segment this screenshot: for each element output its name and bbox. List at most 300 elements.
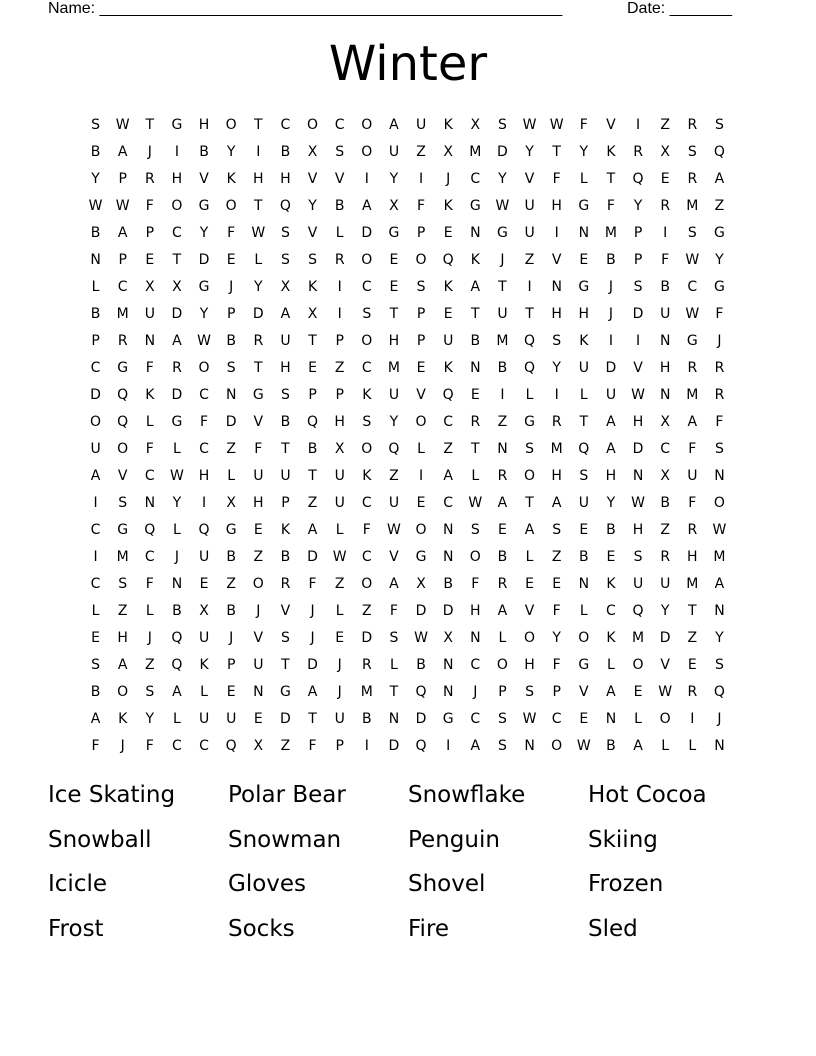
grid-letter: D xyxy=(632,441,644,457)
grid-letter: I xyxy=(93,549,98,565)
grid-letter: F xyxy=(606,198,615,214)
grid-letter: O xyxy=(713,495,725,511)
grid-letter: P xyxy=(118,171,127,187)
grid-letter: W xyxy=(414,630,428,646)
grid-letter: X xyxy=(253,738,264,754)
grid-letter: B xyxy=(443,576,453,592)
grid-letter: T xyxy=(281,441,290,457)
grid-letter: T xyxy=(688,603,697,619)
grid-letter: N xyxy=(388,711,400,727)
grid-letter: Q xyxy=(279,198,291,214)
grid-letter: J xyxy=(256,603,261,619)
word-list-item: Sled xyxy=(588,915,638,942)
grid-letter: Z xyxy=(253,549,264,565)
grid-letter: J xyxy=(229,279,234,295)
grid-letter: J xyxy=(147,630,152,646)
grid-letter: E xyxy=(308,360,317,376)
grid-letter: V xyxy=(416,387,426,403)
grid-letter: Q xyxy=(442,252,454,268)
grid-letter: V xyxy=(389,549,399,565)
grid-letter: S xyxy=(687,225,697,241)
grid-letter: K xyxy=(443,198,453,214)
grid-letter: O xyxy=(225,198,237,214)
grid-letter: Q xyxy=(117,414,129,430)
grid-letter: I xyxy=(418,468,424,484)
grid-letter: E xyxy=(525,576,534,592)
grid-letter: A xyxy=(117,225,128,241)
grid-letter: W xyxy=(115,198,130,214)
grid-letter: E xyxy=(91,630,100,646)
grid-letter: H xyxy=(198,468,210,484)
grid-letter: L xyxy=(417,441,425,457)
grid-letter: Y xyxy=(552,630,561,646)
grid-letter: E xyxy=(145,252,155,268)
grid-letter: D xyxy=(225,414,237,430)
grid-letter: S xyxy=(280,387,290,403)
grid-letter: L xyxy=(634,711,642,727)
grid-letter: W xyxy=(197,333,211,349)
word-list-item: Polar Bear xyxy=(228,782,346,808)
grid-row xyxy=(82,220,734,247)
grid-letter: C xyxy=(334,117,345,133)
grid-letter: U xyxy=(388,387,400,403)
grid-letter: B xyxy=(199,144,209,160)
grid-letter: A xyxy=(633,738,643,754)
grid-letter: X xyxy=(226,495,236,511)
grid-letter: E xyxy=(579,522,589,538)
grid-letter: W xyxy=(685,252,700,268)
grid-letter: W xyxy=(685,306,700,322)
grid-letter: H xyxy=(280,360,291,376)
grid-letter: L xyxy=(91,279,100,295)
grid-letter: W xyxy=(522,711,537,727)
grid-letter: N xyxy=(551,279,562,295)
grid-letter: U xyxy=(388,495,400,511)
grid-letter: N xyxy=(714,738,725,754)
grid-letter: I xyxy=(93,495,98,511)
grid-letter: Z xyxy=(416,144,426,160)
grid-row xyxy=(82,382,734,409)
grid-letter: I xyxy=(527,279,532,295)
grid-letter: D xyxy=(605,360,617,376)
grid-row xyxy=(82,490,734,517)
grid-letter: R xyxy=(687,522,698,538)
grid-row xyxy=(82,355,734,382)
grid-letter: C xyxy=(470,657,481,673)
grid-letter: B xyxy=(280,414,291,430)
grid-letter: P xyxy=(498,684,507,700)
word-list xyxy=(48,780,768,958)
grid-letter: C xyxy=(144,468,155,484)
grid-letter: G xyxy=(578,279,590,295)
grid-letter: U xyxy=(415,117,427,133)
grid-row xyxy=(82,436,734,463)
grid-letter: S xyxy=(633,549,643,565)
grid-row xyxy=(82,625,734,652)
grid-letter: H xyxy=(253,171,264,187)
grid-letter: E xyxy=(443,225,453,241)
grid-letter: C xyxy=(117,279,128,295)
grid-letter: D xyxy=(171,387,183,403)
grid-row xyxy=(82,328,734,355)
grid-letter: X xyxy=(660,468,670,484)
grid-letter: L xyxy=(579,603,588,619)
grid-letter: Z xyxy=(307,495,318,511)
grid-letter: V xyxy=(551,252,562,268)
grid-letter: O xyxy=(415,414,427,430)
grid-letter: V xyxy=(524,603,535,619)
grid-letter: W xyxy=(576,738,591,754)
grid-letter: B xyxy=(172,603,182,619)
grid-letter: K xyxy=(199,657,209,673)
grid-letter: T xyxy=(281,657,290,673)
grid-letter: F xyxy=(688,495,697,511)
grid-letter: L xyxy=(254,252,263,268)
grid-letter: G xyxy=(497,225,508,241)
grid-letter: Z xyxy=(660,117,670,133)
word-list-item: Snowman xyxy=(228,826,342,853)
grid-letter: E xyxy=(470,387,480,403)
grid-letter: P xyxy=(308,387,317,403)
grid-letter: E xyxy=(389,279,399,295)
grid-letter: D xyxy=(198,252,210,268)
grid-letter: C xyxy=(144,549,155,565)
grid-letter: B xyxy=(226,549,236,565)
grid-letter: L xyxy=(173,711,181,727)
grid-letter: C xyxy=(660,441,671,457)
grid-letter: A xyxy=(606,684,616,700)
grid-letter: F xyxy=(145,360,154,376)
grid-letter: N xyxy=(497,441,508,457)
grid-letter: P xyxy=(226,306,236,322)
grid-letter: L xyxy=(335,225,344,241)
grid-letter: P xyxy=(281,495,290,511)
grid-letter: Y xyxy=(308,198,317,214)
grid-letter: L xyxy=(335,603,344,619)
grid-letter: O xyxy=(361,117,373,133)
grid-letter: H xyxy=(551,198,562,214)
grid-letter: Z xyxy=(362,603,372,619)
grid-letter: M xyxy=(686,198,699,214)
grid-letter: C xyxy=(199,738,209,754)
grid-letter: M xyxy=(116,306,129,322)
grid-letter: Q xyxy=(171,657,183,673)
grid-letter: I xyxy=(256,144,261,160)
grid-letter: M xyxy=(604,225,617,241)
grid-letter: U xyxy=(334,468,345,484)
grid-letter: G xyxy=(171,117,183,133)
grid-letter: C xyxy=(470,711,481,727)
grid-letter: D xyxy=(307,549,318,565)
grid-letter: H xyxy=(280,171,291,187)
grid-letter: T xyxy=(579,414,589,430)
grid-letter: O xyxy=(307,117,319,133)
grid-letter: U xyxy=(578,360,589,376)
grid-letter: V xyxy=(660,657,670,673)
grid-letter: K xyxy=(606,576,616,592)
word-list-item: Socks xyxy=(228,915,295,942)
grid-letter: V xyxy=(280,603,291,619)
grid-letter: Z xyxy=(334,360,345,376)
word-list-item: Shovel xyxy=(408,871,486,897)
grid-letter: A xyxy=(497,495,508,511)
grid-letter: O xyxy=(225,117,237,133)
grid-letter: J xyxy=(337,657,342,673)
grid-letter: R xyxy=(714,387,725,403)
grid-letter: D xyxy=(415,711,427,727)
word-list-item: Fire xyxy=(408,915,450,942)
grid-letter: N xyxy=(714,468,725,484)
grid-letter: A xyxy=(362,198,372,214)
grid-letter: N xyxy=(659,387,671,403)
grid-letter: K xyxy=(470,252,480,268)
grid-letter: F xyxy=(579,117,588,133)
grid-letter: I xyxy=(337,279,342,295)
grid-letter: L xyxy=(525,387,534,403)
grid-letter: B xyxy=(90,225,101,241)
grid-row xyxy=(82,652,734,679)
grid-letter: Z xyxy=(714,198,725,214)
grid-letter: K xyxy=(307,279,318,295)
grid-letter: A xyxy=(714,171,725,187)
grid-letter: J xyxy=(310,603,315,619)
grid-letter: U xyxy=(605,387,617,403)
grid-row xyxy=(82,166,734,193)
grid-letter: V xyxy=(633,360,643,376)
grid-letter: S xyxy=(497,117,507,133)
grid-letter: U xyxy=(90,441,101,457)
grid-letter: U xyxy=(198,549,210,565)
grid-letter: X xyxy=(416,576,426,592)
grid-letter: N xyxy=(442,522,454,538)
grid-letter: G xyxy=(469,198,481,214)
grid-letter: O xyxy=(117,684,129,700)
grid-letter: S xyxy=(552,522,562,538)
grid-letter: Y xyxy=(199,306,209,322)
grid-letter: L xyxy=(173,522,181,538)
grid-letter: A xyxy=(307,522,318,538)
grid-letter: E xyxy=(389,252,399,268)
grid-letter: B xyxy=(579,549,589,565)
grid-letter: I xyxy=(500,387,505,403)
grid-letter: Y xyxy=(199,225,209,241)
grid-letter: O xyxy=(361,576,373,592)
grid-letter: B xyxy=(660,279,670,295)
word-list-item: Frozen xyxy=(588,871,664,897)
grid-letter: L xyxy=(91,603,100,619)
grid-letter: T xyxy=(471,306,480,322)
grid-letter: E xyxy=(687,657,697,673)
grid-letter: U xyxy=(280,333,291,349)
grid-letter: L xyxy=(200,684,208,700)
grid-letter: H xyxy=(470,603,481,619)
grid-letter: A xyxy=(606,441,616,457)
grid-letter: Y xyxy=(552,360,561,376)
grid-letter: J xyxy=(337,684,342,700)
grid-letter: F xyxy=(552,603,561,619)
grid-letter: X xyxy=(145,279,155,295)
grid-letter: W xyxy=(549,117,564,133)
grid-letter: W xyxy=(631,495,645,511)
grid-letter: M xyxy=(686,576,699,592)
grid-letter: U xyxy=(253,468,264,484)
grid-letter: N xyxy=(470,360,481,376)
grid-letter: B xyxy=(362,711,372,727)
grid-letter: R xyxy=(334,252,345,268)
grid-letter: E xyxy=(606,549,616,565)
grid-letter: W xyxy=(88,198,103,214)
grid-letter: P xyxy=(118,252,127,268)
grid-letter: T xyxy=(172,252,182,268)
grid-letter: U xyxy=(226,711,237,727)
grid-letter: O xyxy=(117,441,129,457)
date-field[interactable]: Date: _______ xyxy=(627,0,732,17)
grid-letter: N xyxy=(253,684,264,700)
grid-letter: N xyxy=(578,576,590,592)
grid-letter: F xyxy=(661,252,670,268)
grid-letter: U xyxy=(497,306,508,322)
grid-letter: E xyxy=(579,711,589,727)
grid-letter: G xyxy=(198,279,210,295)
grid-letter: B xyxy=(470,333,481,349)
grid-letter: R xyxy=(660,198,671,214)
grid-letter: X xyxy=(660,144,670,160)
grid-letter: Y xyxy=(91,171,100,187)
grid-letter: I xyxy=(446,738,451,754)
grid-letter: Y xyxy=(579,144,589,160)
grid-letter: S xyxy=(714,441,724,457)
grid-letter: I xyxy=(690,711,695,727)
grid-letter: W xyxy=(115,117,130,133)
grid-letter: Q xyxy=(415,738,427,754)
grid-letter: U xyxy=(687,468,698,484)
grid-letter: C xyxy=(551,711,562,727)
grid-letter: O xyxy=(524,468,536,484)
grid-letter: Z xyxy=(687,630,698,646)
grid-letter: F xyxy=(389,603,398,619)
grid-letter: P xyxy=(335,333,344,349)
grid-letter: H xyxy=(605,468,617,484)
grid-letter: N xyxy=(632,468,644,484)
grid-letter: S xyxy=(497,738,507,754)
grid-letter: S xyxy=(497,711,507,727)
grid-letter: C xyxy=(90,360,101,376)
grid-letter: S xyxy=(118,495,128,511)
grid-letter: Z xyxy=(443,441,453,457)
grid-letter: O xyxy=(469,549,481,565)
grid-letter: O xyxy=(578,630,590,646)
grid-letter: E xyxy=(416,360,426,376)
grid-letter: Z xyxy=(389,468,399,484)
grid-letter: A xyxy=(606,414,616,430)
grid-letter: N xyxy=(90,252,101,268)
grid-letter: O xyxy=(198,360,210,376)
grid-letter: I xyxy=(418,171,424,187)
grid-letter: A xyxy=(470,738,481,754)
grid-row xyxy=(82,544,734,571)
grid-letter: U xyxy=(198,711,210,727)
grid-letter: H xyxy=(687,549,698,565)
grid-row xyxy=(82,247,734,274)
grid-letter: R xyxy=(117,333,128,349)
grid-letter: J xyxy=(717,711,722,727)
grid-letter: N xyxy=(470,630,481,646)
grid-letter: G xyxy=(524,414,535,430)
grid-letter: S xyxy=(335,144,345,160)
grid-letter: I xyxy=(635,117,641,133)
name-field[interactable]: Name: ____________________________________________________ xyxy=(48,0,563,17)
grid-letter: K xyxy=(362,468,372,484)
grid-letter: B xyxy=(226,603,236,619)
grid-letter: X xyxy=(389,198,399,214)
grid-letter: Y xyxy=(254,279,263,295)
grid-letter: D xyxy=(415,603,427,619)
grid-letter: N xyxy=(144,333,156,349)
grid-letter: Y xyxy=(633,198,643,214)
grid-letter: V xyxy=(253,630,264,646)
grid-letter: W xyxy=(332,549,347,565)
grid-letter: A xyxy=(470,279,481,295)
grid-row xyxy=(82,301,734,328)
grid-letter: N xyxy=(442,549,454,565)
grid-letter: Q xyxy=(225,738,237,754)
grid-letter: G xyxy=(388,225,400,241)
grid-letter: E xyxy=(416,495,426,511)
grid-letter: C xyxy=(361,549,372,565)
grid-letter: C xyxy=(687,279,698,295)
grid-letter: X xyxy=(443,144,453,160)
grid-letter: G xyxy=(225,522,237,538)
grid-letter: O xyxy=(361,144,373,160)
grid-row xyxy=(82,409,734,436)
grid-letter: L xyxy=(173,441,181,457)
grid-letter: A xyxy=(90,468,101,484)
grid-letter: E xyxy=(443,306,453,322)
grid-letter: W xyxy=(387,522,401,538)
worksheet-header xyxy=(48,0,748,20)
grid-letter: G xyxy=(280,684,291,700)
grid-letter: B xyxy=(90,144,101,160)
grid-letter: D xyxy=(171,306,183,322)
grid-letter: N xyxy=(225,387,237,403)
grid-letter: I xyxy=(554,225,559,241)
grid-row xyxy=(82,463,734,490)
grid-letter: O xyxy=(496,657,508,673)
grid-letter: C xyxy=(361,360,372,376)
grid-letter: N xyxy=(171,576,183,592)
grid-letter: T xyxy=(389,306,399,322)
grid-letter: T xyxy=(389,684,399,700)
grid-letter: V xyxy=(253,414,264,430)
grid-letter: T xyxy=(525,495,534,511)
grid-letter: C xyxy=(606,603,616,619)
grid-letter: A xyxy=(117,657,128,673)
grid-letter: H xyxy=(551,306,562,322)
grid-letter: J xyxy=(229,630,234,646)
grid-letter: Q xyxy=(388,441,400,457)
grid-letter: N xyxy=(144,495,156,511)
grid-letter: H xyxy=(171,171,183,187)
grid-letter: D xyxy=(252,306,264,322)
grid-letter: O xyxy=(659,711,671,727)
grid-letter: W xyxy=(468,495,483,511)
grid-letter: Z xyxy=(226,441,236,457)
grid-letter: B xyxy=(280,549,291,565)
grid-letter: B xyxy=(307,441,318,457)
grid-letter: M xyxy=(387,360,400,376)
grid-letter: V xyxy=(606,117,616,133)
grid-letter: U xyxy=(524,198,535,214)
